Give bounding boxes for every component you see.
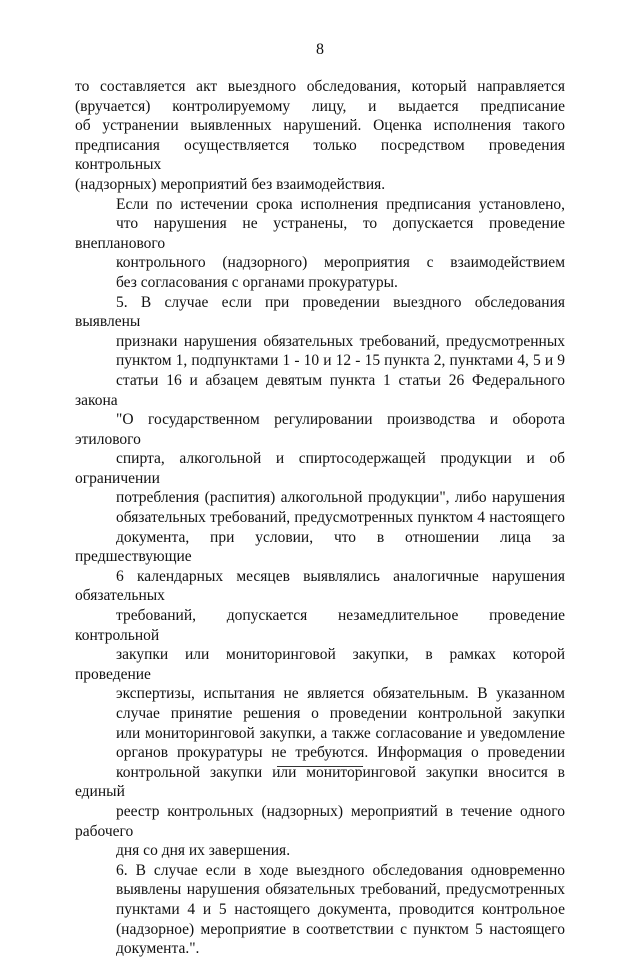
text-line: органов прокуратуры не требуются. Информация о проведении xyxy=(116,744,565,762)
paragraph xyxy=(75,195,565,293)
text-line: потребления (распития) алкогольной продукции", либо нарушения xyxy=(116,489,565,507)
paragraph xyxy=(75,77,565,195)
text-line: 5. В случае если при проведении выездного обследования выявлены xyxy=(75,293,565,331)
end-separator-line xyxy=(277,766,363,767)
text-line: без согласования с органами прокуратуры. xyxy=(116,273,398,291)
text-line: дня со дня их завершения. xyxy=(116,842,291,860)
text-line: документа, при условии, что в отношении лица за предшествующие xyxy=(75,528,565,566)
text-line: 6. В случае если в ходе выездного обследования одновременно xyxy=(116,861,565,879)
text-line: реестр контрольных (надзорных) мероприятий в течение одного рабочего xyxy=(75,802,565,840)
text-line: контрольного (надзорного) мероприятия с взаимодействием xyxy=(116,254,565,272)
page-number: 8 xyxy=(316,41,324,58)
paragraph xyxy=(75,293,565,861)
text-line: пунктами 4 и 5 настоящего документа, проводится контрольное xyxy=(116,900,565,918)
text-line: пунктом 1, подпунктами 1 - 10 и 12 - 15 пункта 2, пунктами 4, 5 и 9 xyxy=(116,352,565,370)
text-line: закупки или мониторинговой закупки, в рамках которой проведение xyxy=(75,646,565,683)
text-line: признаки нарушения обязательных требований, предусмотренных xyxy=(116,332,565,350)
text-line: спирта, алкогольной и спиртосодержащей продукции и об ограничении xyxy=(75,450,565,487)
text-line: (надзорное) мероприятие в соответствии с пунктом 5 настоящего xyxy=(116,920,565,938)
text-line: экспертизы, испытания не является обязательным. В указанном xyxy=(116,685,565,703)
text-line: требований, допускается незамедлительное проведение контрольной xyxy=(75,607,565,644)
paragraph xyxy=(75,861,565,959)
text-line: предписания осуществляется только посредством проведения контрольных xyxy=(75,136,565,174)
text-line: статьи 16 и абзацем девятым пункта 1 статьи 26 Федерального закона xyxy=(75,371,565,409)
text-line: (надзорных) мероприятий без взаимодействия. xyxy=(75,175,386,193)
text-line: что нарушения не устранены, то допускается проведение внепланового xyxy=(75,215,565,252)
text-line: или мониторинговой закупки, а также согласование и уведомление xyxy=(116,724,565,742)
text-line: случае принятие решения о проведении контрольной закупки xyxy=(116,705,565,722)
text-line: контрольной закупки или мониторинговой закупки вносится в единый xyxy=(75,763,565,801)
text-line: выявлены нарушения обязательных требований, предусмотренных xyxy=(116,881,565,899)
text-line: обязательных требований, предусмотренных пунктом 4 настоящего xyxy=(116,509,565,527)
text-line: (вручается) контролируемому лицу, и выдается предписание xyxy=(75,97,565,115)
text-line: "О государственном регулировании производства и оборота этилового xyxy=(75,411,565,448)
document-body xyxy=(75,77,565,959)
text-line: об устранении выявленных нарушений. Оценка исполнения такого xyxy=(75,117,565,135)
text-line: 6 календарных месяцев выявлялись аналогичные нарушения обязательных xyxy=(75,567,565,605)
text-line: документа.". xyxy=(116,940,200,958)
text-line: то составляется акт выездного обследования, который направляется xyxy=(75,78,565,95)
text-line: Если по истечении срока исполнения предписания установлено, xyxy=(116,195,565,213)
